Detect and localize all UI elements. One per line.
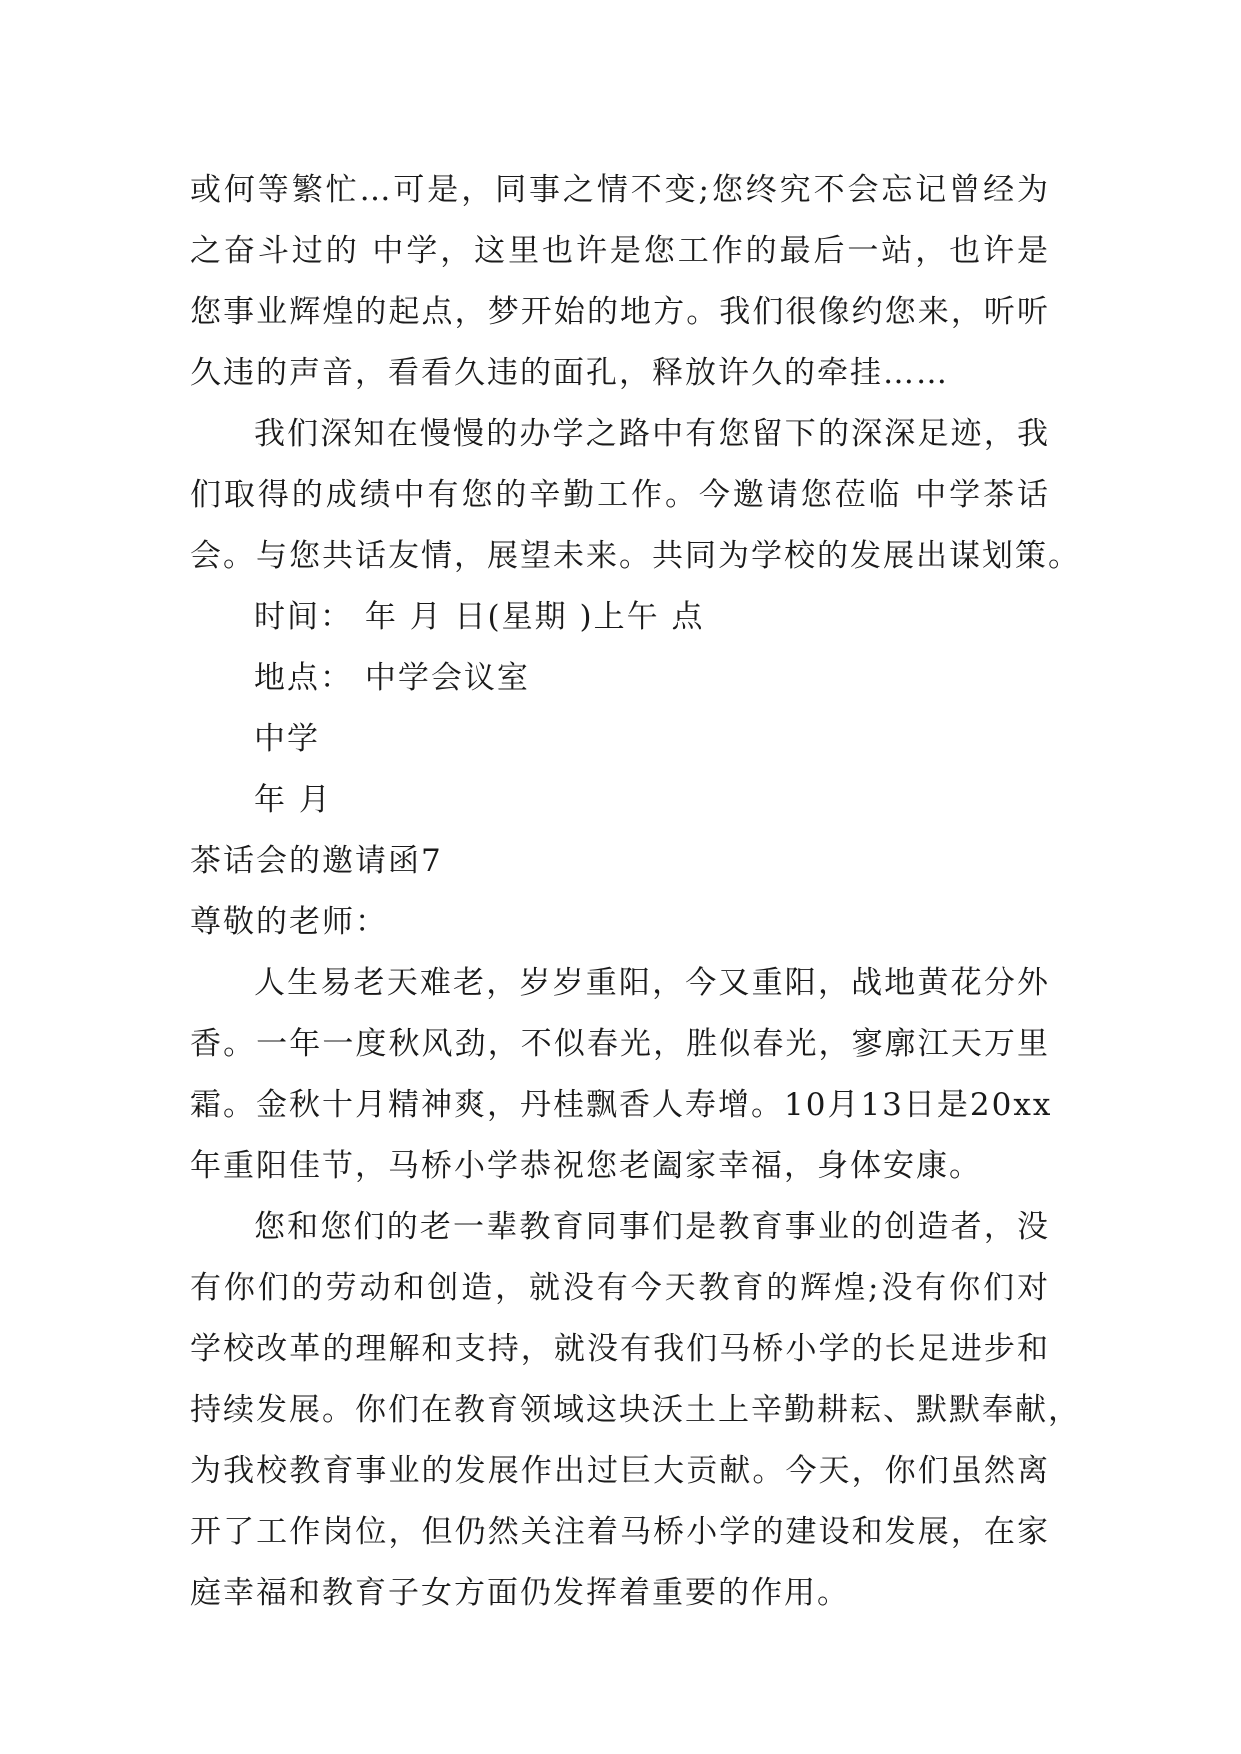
text-line: 学校改革的理解和支持，就没有我们马桥小学的长足进步和 (190, 1331, 1050, 1367)
text-line: 有你们的劳动和创造，就没有今天教育的辉煌;没有你们对 (190, 1270, 1050, 1306)
text-line: 久违的声音，看看久违的面孔，释放许久的牵挂…… (190, 355, 949, 391)
text-line: 霜。金秋十月精神爽，丹桂飘香人寿增。10月13日是20xx (190, 1087, 1053, 1123)
text-line: 您和您们的老一辈教育同事们是教育事业的创造者，没 (254, 1209, 1050, 1245)
document-body (190, 160, 1081, 1624)
text-line: 地点： 中学会议室 (254, 660, 530, 696)
text-line: 之奋斗过的 中学，这里也许是您工作的最后一站，也许是 (190, 233, 1050, 269)
text-line: 庭幸福和教育子女方面仍发挥着重要的作用。 (190, 1575, 850, 1611)
section-heading: 茶话会的邀请函7 (190, 843, 443, 879)
text-line: 中学 (254, 721, 320, 757)
text-line: 我们深知在慢慢的办学之路中有您留下的深深足迹，我 (254, 416, 1050, 452)
text-line: 开了工作岗位，但仍然关注着马桥小学的建设和发展，在家 (190, 1514, 1050, 1550)
salutation: 尊敬的老师： (190, 904, 388, 940)
text-line: 年重阳佳节，马桥小学恭祝您老阖家幸福，身体安康。 (190, 1148, 982, 1184)
text-line: 为我校教育事业的发展作出过巨大贡献。今天，你们虽然离 (190, 1453, 1050, 1489)
text-line: 或何等繁忙…可是，同事之情不变;您终究不会忘记曾经为 (190, 172, 1050, 208)
text-line: 您事业辉煌的起点，梦开始的地方。我们很像约您来，听听 (190, 294, 1050, 330)
text-line: 会。与您共话友情，展望未来。共同为学校的发展出谋划策。 (190, 538, 1081, 574)
text-line: 持续发展。你们在教育领域这块沃土上辛勤耕耘、默默奉献， (190, 1392, 1081, 1428)
text-line: 香。一年一度秋风劲，不似春光，胜似春光，寥廓江天万里 (190, 1026, 1050, 1062)
text-line: 人生易老天难老，岁岁重阳，今又重阳，战地黄花分外 (254, 965, 1050, 1001)
text-line: 时间： 年 月 日(星期 )上午 点 (254, 599, 705, 635)
text-line: 们取得的成绩中有您的辛勤工作。今邀请您莅临 中学茶话 (190, 477, 1050, 513)
text-line: 年 月 (254, 782, 332, 818)
